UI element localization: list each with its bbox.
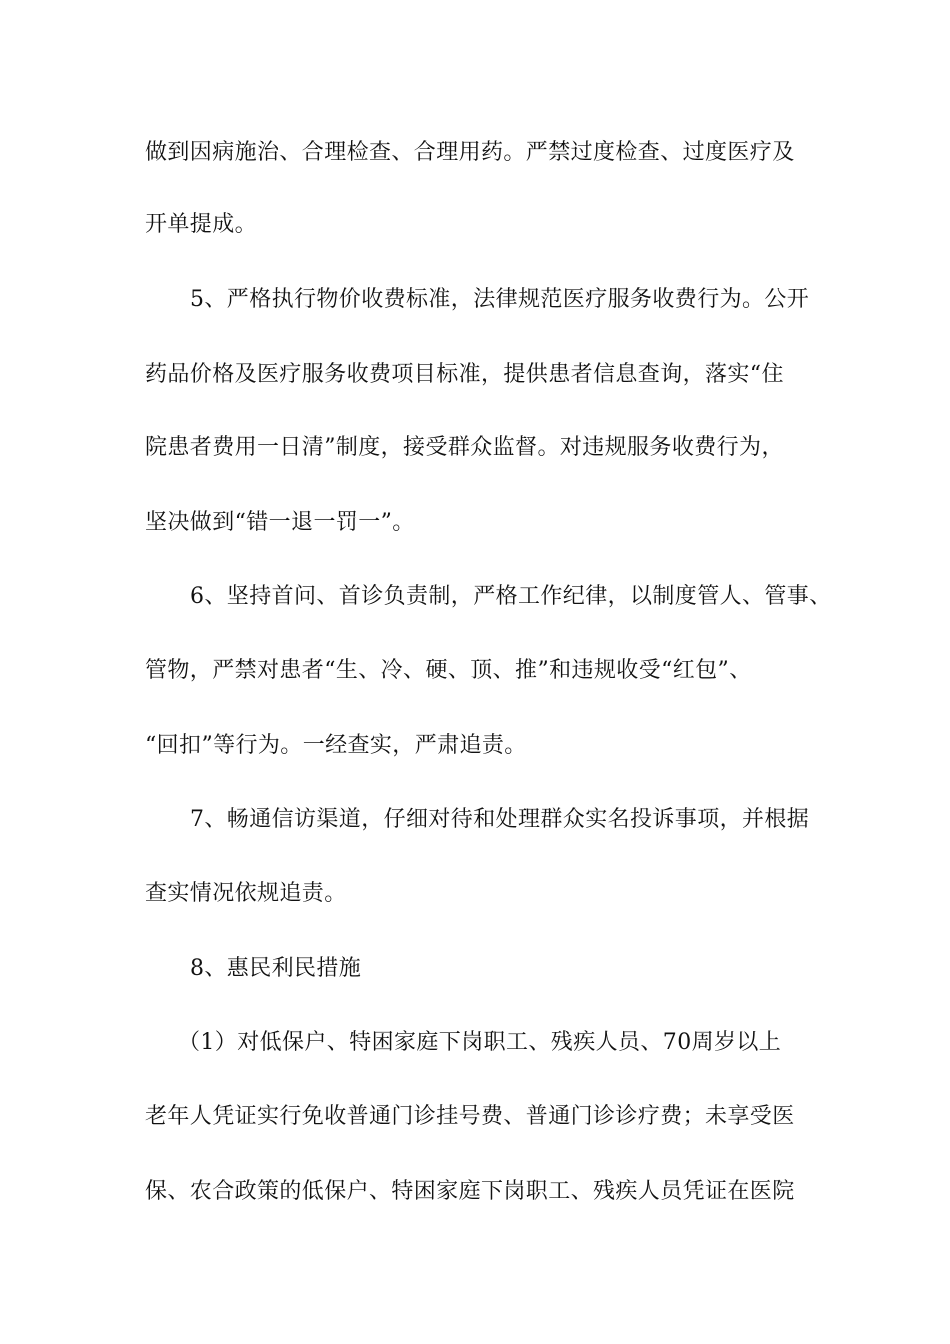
text-line: 老年人凭证实行免收普通门诊挂号费、普通门诊诊疗费；未享受医 bbox=[145, 1104, 795, 1129]
text-line: 保、农合政策的低保户、特困家庭下岗职工、残疾人员凭证在医院 bbox=[145, 1179, 795, 1204]
text-line: 开单提成。 bbox=[145, 212, 258, 237]
paragraph-start-line: 7、畅通信访渠道，仔细对待和处理群众实名投诉事项，并根据 bbox=[190, 807, 810, 832]
text-line: 管物，严禁对患者“生、冷、硬、顶、推”和违规收受“红包”、 bbox=[145, 658, 752, 683]
text-line: 药品价格及医疗服务收费项目标准，提供患者信息查询，落实“住 bbox=[145, 362, 784, 387]
text-line: 院患者费用一日清”制度，接受群众监督。对违规服务收费行为， bbox=[145, 435, 784, 460]
text-line: 坚决做到“错一退一罚一”。 bbox=[145, 510, 415, 535]
paragraph-start-line: 6、坚持首问、首诊负责制，严格工作纪律，以制度管人、管事、 bbox=[190, 584, 832, 609]
paragraph-start-line: 8、惠民利民措施 bbox=[190, 956, 362, 981]
paragraph-start-line: （1）对低保户、特困家庭下岗职工、残疾人员、70周岁以上 bbox=[178, 1030, 782, 1055]
text-line: “回扣”等行为。一经查实，严肃追责。 bbox=[145, 733, 527, 758]
text-line: 查实情况依规追责。 bbox=[145, 881, 347, 906]
paragraph-start-line: 5、严格执行物价收费标准，法律规范医疗服务收费行为。公开 bbox=[190, 287, 810, 312]
text-line: 做到因病施治、合理检查、合理用药。严禁过度检查、过度医疗及 bbox=[145, 140, 795, 165]
